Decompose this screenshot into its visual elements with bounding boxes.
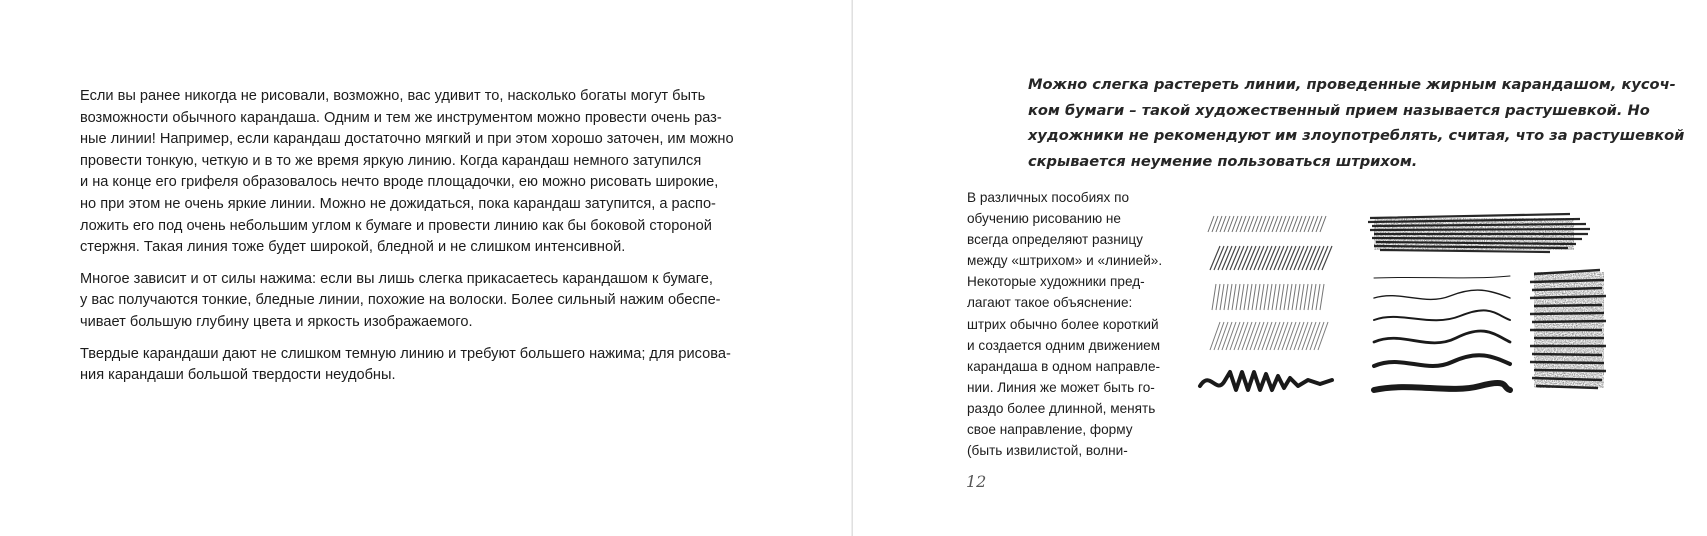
text-line: стержня. Такая линия тоже будет широкой, бледной и не слишком интенсивной. (80, 239, 626, 256)
text-line: Твердые карандаши дают не слишком темную линию и требуют большего нажима; для рисова- (80, 345, 731, 362)
line-samples (1374, 276, 1510, 390)
side-line: штрих обычно более короткий (967, 316, 1159, 332)
text-line: у вас получаются тонкие, бледные линии, похожие на волоски. Более сильный нажим обеспе- (80, 292, 721, 309)
hatch-swatch (1212, 284, 1324, 310)
page-number: 12 (966, 472, 987, 491)
side-line: всегда определяют разницу (967, 232, 1143, 248)
side-line: раздо более длинной, менять (967, 400, 1156, 416)
text-line: но при этом не очень яркие линии. Можно не дожидаться, пока карандаш затупится, а распо- (80, 195, 716, 212)
side-line: нии. Линия же может быть го- (967, 379, 1155, 395)
text-line: ния карандаши большой твердости неудобны. (80, 367, 396, 384)
hatch-swatch (1208, 216, 1326, 232)
line-sample (1374, 310, 1510, 320)
pencil-strokes-illustration (1190, 210, 1650, 440)
paragraph (80, 269, 740, 334)
scribble-fill (1374, 218, 1574, 250)
left-page (0, 0, 853, 536)
text-line: Многое зависит и от силы нажима: если вы лишь слегка прикасаетесь карандашом к бумаге, (80, 270, 713, 287)
quote-line: ком бумаги – такой художественный прием называется растушевкой. Но (1028, 101, 1650, 119)
dense-hatch-fill (1534, 272, 1604, 388)
quote-line: художники не рекомендуют им злоупотреблять, считая, что за растушевкой (1028, 127, 1685, 145)
text-line: ные линии! Например, если карандаш достаточно мягкий и при этом хорошо заточен, им можно (80, 131, 734, 148)
quote-line: Можно слегка растереть линии, проведенные жирным карандашом, кусоч- (1028, 76, 1676, 93)
hatch-swatch (1210, 246, 1332, 270)
paragraph (80, 344, 740, 387)
quote-line: скрывается неумение пользоваться штрихом. (1028, 152, 1418, 170)
text-line: и на конце его грифеля образовалось нечто вроде площадочки, ею можно рисовать широкие, (80, 174, 719, 191)
body-text (80, 86, 740, 397)
line-sample (1374, 383, 1510, 390)
line-sample (1374, 290, 1510, 299)
side-line: Некоторые художники пред- (967, 274, 1145, 290)
text-line: провести тонкую, четкую и в то же время яркую линию. Когда карандаш немного затупился (80, 152, 702, 169)
quote-text (1028, 72, 1685, 174)
line-sample (1374, 331, 1510, 343)
side-line: обучению рисованию не (967, 211, 1121, 227)
text-line: чивает большую глубину цвета и яркость изображаемого. (80, 313, 473, 330)
side-line: карандаша в одном направле- (967, 358, 1161, 374)
side-column-text (967, 187, 1163, 461)
text-line: возможности обычного карандаша. Одним и тем же инструментом можно провести очень раз- (80, 109, 722, 126)
paragraph (80, 86, 740, 259)
side-line: и создается одним движением (967, 337, 1161, 353)
text-line: ложить его под очень небольшим углом к бумаге и провести линию как бы боковой стороной (80, 217, 712, 234)
side-line: В различных пособиях по (967, 190, 1130, 205)
line-sample (1374, 355, 1510, 366)
hatch-swatch (1210, 322, 1328, 350)
line-sample (1374, 276, 1510, 278)
side-line: лагают такое объяснение: (967, 295, 1133, 311)
zigzag-stroke (1200, 372, 1332, 390)
text-line: Если вы ранее никогда не рисовали, возможно, вас удивит то, насколько богаты могут быть (80, 88, 706, 104)
side-line: между «штрихом» и «линией». (967, 253, 1163, 269)
side-line: (быть извилистой, волни- (967, 443, 1128, 459)
side-line: свое направление, форму (967, 422, 1133, 438)
